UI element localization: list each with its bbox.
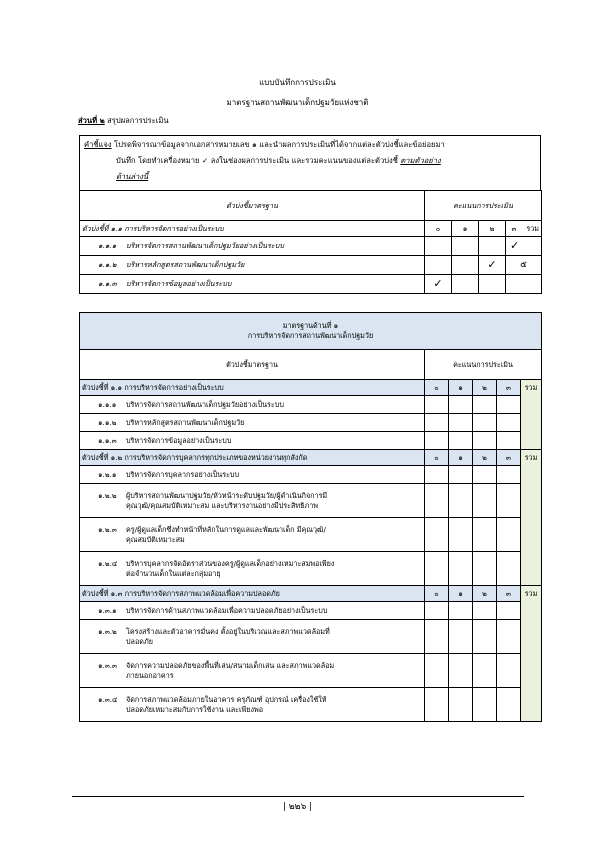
indicator-row: ตัวบ่งชี้ที่ ๑.๓ การบริหารจัดการสภาพแวดล้อมเพื่อความปลอดภัย ๐ ๑ ๒ ๓ รวม bbox=[80, 586, 542, 602]
score-cell[interactable] bbox=[425, 484, 449, 518]
item-number: ๑.๑.๓ bbox=[98, 435, 117, 445]
score-cell[interactable] bbox=[449, 466, 473, 484]
item-text: ปลอดภัย bbox=[126, 636, 153, 646]
item-row bbox=[80, 602, 542, 620]
score-cell[interactable] bbox=[473, 414, 497, 432]
indicator-title: ตัวบ่งชี้ที่ ๑.๒ การบริหารจัดการบุคลากรทุกประเภทของหน่วยงานทุกสังกัด bbox=[80, 450, 425, 466]
score-cell[interactable] bbox=[497, 688, 521, 722]
indicator-title: ตัวบ่งชี้ที่ ๑.๑ การบริหารจัดการอย่างเป็นระบบ bbox=[80, 380, 425, 396]
item-number: ๑.๓.๑ bbox=[98, 605, 117, 615]
score-cell[interactable] bbox=[425, 414, 449, 432]
score-cell[interactable] bbox=[425, 466, 449, 484]
item-text: โครงสร้างและตัวอาคารมั่นคง ตั้งอยู่ในบริเวณและสภาพแวดล้อมที่ bbox=[126, 626, 330, 636]
example-link: ตามตัวอย่าง bbox=[400, 156, 441, 165]
part-title: สรุปผลการประเมิน bbox=[107, 116, 169, 125]
item-row bbox=[80, 466, 542, 484]
footer-rule bbox=[72, 796, 524, 797]
item-text: จัดการสภาพแวดล้อมภายในอาคาร ครุภัณฑ์ อุปกรณ์ เครื่องใช้ให้ bbox=[126, 694, 327, 704]
example-header-row bbox=[80, 191, 542, 221]
example-item-row: ๑.๑.๑ บริหารจัดการสถานพัฒนาเด็กปฐมวัยอย่างเป็นระบบ ✓ bbox=[80, 237, 542, 256]
score-cell[interactable] bbox=[497, 432, 521, 450]
instruction-line-3: ด้านล่างนี้ bbox=[116, 172, 149, 181]
standard-header-row bbox=[80, 350, 542, 380]
score-cell[interactable] bbox=[449, 396, 473, 414]
instruction-line-2: บันทึก โดยทำเครื่องหมาย ✓ ลงในช่องผลการประเมิน และรวมคะแนนของแต่ละตัวบ่งชี้ ตามตัวอย่าง bbox=[116, 156, 441, 165]
item-text: บริหารบุคลากรจัดอัตราส่วนของครู/ผู้ดูแลเด็กอย่างเหมาะสมพอเพียง bbox=[126, 558, 335, 568]
total-cell: รวม bbox=[521, 380, 542, 450]
score-cell[interactable] bbox=[497, 620, 521, 654]
score-cell[interactable] bbox=[497, 414, 521, 432]
score-cell[interactable] bbox=[473, 484, 497, 518]
col-score: คะแนนการประเมิน bbox=[425, 350, 542, 380]
score-cell[interactable] bbox=[497, 396, 521, 414]
total-cell: รวม bbox=[521, 586, 542, 722]
item-row bbox=[80, 484, 542, 518]
item-number: ๑.๑.๑ bbox=[98, 399, 117, 409]
score-cell[interactable] bbox=[473, 688, 497, 722]
item-text: ปลอดภัยเหมาะสมกับการใช้งาน และเพียงพอ bbox=[126, 704, 264, 714]
score-cell[interactable] bbox=[473, 396, 497, 414]
score-cell[interactable] bbox=[449, 552, 473, 586]
item-row bbox=[80, 620, 542, 654]
item-text: ต่อจำนวนเด็กในแต่ละกลุ่มอายุ bbox=[126, 568, 221, 578]
item-text: บริหารจัดการข้อมูลอย่างเป็นระบบ bbox=[126, 435, 232, 445]
score-cell[interactable] bbox=[425, 620, 449, 654]
example-item-row: ๑.๑.๓ บริหารจัดการข้อมูลอย่างเป็นระบบ ✓ bbox=[80, 275, 542, 294]
instruction-line-1: คำชี้แจง โปรดพิจารณาข้อมูลจากเอกสารหมายเลข ๑ และนำผลการประเมินที่ได้จากแต่ละตัวบ่งชี้และข้อย่อยมา bbox=[84, 140, 445, 149]
standard-title-row bbox=[80, 313, 542, 350]
check-mark: ✓ bbox=[425, 275, 452, 294]
score-cell[interactable] bbox=[449, 484, 473, 518]
form-title: แบบบันทึกการประเมิน bbox=[259, 78, 336, 87]
col-indicator: ตัวบ่งชี้มาตรฐาน bbox=[80, 350, 425, 380]
instruction-box bbox=[79, 135, 541, 191]
total-cell: รวม bbox=[521, 450, 542, 586]
score-cell[interactable] bbox=[425, 396, 449, 414]
score-cell[interactable] bbox=[497, 654, 521, 688]
example-col-indicator: ตัวบ่งชี้มาตรฐาน bbox=[80, 191, 425, 221]
item-text: บริหารจัดการด้านสภาพแวดล้อมเพื่อความปลอดภัยอย่างเป็นระบบ bbox=[126, 605, 328, 615]
part-heading bbox=[78, 116, 169, 126]
score-cell[interactable] bbox=[449, 432, 473, 450]
example-total: ๕ bbox=[506, 256, 542, 275]
item-text: จัดการความปลอดภัยของพื้นที่เล่น/สนามเด็กเล่น และสภาพแวดล้อม bbox=[126, 660, 335, 670]
score-cell[interactable] bbox=[473, 466, 497, 484]
indicator-row: ตัวบ่งชี้ที่ ๑.๑ การบริหารจัดการอย่างเป็นระบบ ๐ ๑ ๒ ๓ รวม bbox=[80, 380, 542, 396]
score-cell[interactable] bbox=[497, 518, 521, 552]
score-cell[interactable] bbox=[425, 518, 449, 552]
score-cell[interactable] bbox=[473, 518, 497, 552]
check-mark: ✓ bbox=[506, 237, 542, 256]
item-number: ๑.๒.๒ bbox=[98, 490, 117, 500]
item-text: บริหารจัดการบุคลากรอย่างเป็นระบบ bbox=[126, 469, 240, 479]
example-indicator: ตัวบ่งชี้ที่ ๑.๑ การบริหารจัดการอย่างเป็นระบบ bbox=[80, 221, 425, 237]
score-cell[interactable] bbox=[497, 552, 521, 586]
score-cell[interactable] bbox=[497, 466, 521, 484]
item-text: คุณสมบัติเหมาะสม bbox=[126, 534, 185, 544]
item-text: คุณวุฒิ/คุณสมบัติเหมาะสม และบริหารงานอย่างมีประสิทธิภาพ bbox=[126, 500, 319, 510]
score-cell[interactable] bbox=[449, 414, 473, 432]
item-text: ภายนอกอาคาร bbox=[126, 670, 174, 680]
item-row bbox=[80, 688, 542, 722]
score-cell[interactable] bbox=[473, 432, 497, 450]
item-number: ๑.๓.๔ bbox=[98, 694, 118, 704]
item-number: ๑.๒.๔ bbox=[98, 558, 118, 568]
item-text: ครู/ผู้ดูแลเด็กซึ่งทำหน้าที่หลักในการดูแลและพัฒนาเด็ก มีคุณวุฒิ/ bbox=[126, 524, 326, 534]
item-row bbox=[80, 432, 542, 450]
item-text: บริหารจัดการสถานพัฒนาเด็กปฐมวัยอย่างเป็นระบบ bbox=[126, 399, 284, 409]
standard-subtitle: การบริหารจัดการสถานพัฒนาเด็กปฐมวัย bbox=[247, 331, 374, 340]
item-number: ๑.๒.๑ bbox=[98, 469, 117, 479]
score-cell[interactable] bbox=[497, 602, 521, 620]
item-number: ๑.๓.๓ bbox=[98, 660, 117, 670]
score-cell[interactable] bbox=[449, 688, 473, 722]
score-cell[interactable] bbox=[425, 602, 449, 620]
example-table bbox=[79, 190, 542, 294]
example-col-score: คะแนนการประเมิน bbox=[425, 191, 542, 221]
item-row bbox=[80, 552, 542, 586]
item-row bbox=[80, 396, 542, 414]
standard-table bbox=[79, 312, 542, 722]
indicator-row: ตัวบ่งชี้ที่ ๑.๒ การบริหารจัดการบุคลากรทุกประเภทของหน่วยงานทุกสังกัด ๐ ๑ ๒ ๓ รวม bbox=[80, 450, 542, 466]
item-text: ผู้บริหารสถานพัฒนาปฐมวัย/หัวหน้าระดับปฐมวัย/ผู้ดำเนินกิจการมี bbox=[126, 490, 328, 500]
form-subtitle: มาตรฐานสถานพัฒนาเด็กปฐมวัยแห่งชาติ bbox=[226, 98, 369, 107]
score-cell[interactable] bbox=[497, 484, 521, 518]
check-mark: ✓ bbox=[479, 256, 506, 275]
instruction-label: คำชี้แจง bbox=[84, 140, 112, 149]
item-text: บริหารหลักสูตรสถานพัฒนาเด็กปฐมวัย bbox=[126, 417, 245, 427]
example-indicator-row: ตัวบ่งชี้ที่ ๑.๑ การบริหารจัดการอย่างเป็นระบบ ๐ ๑ ๒ ๓ รวม bbox=[80, 221, 542, 237]
example-item-row: ๑.๑.๒ บริหารหลักสูตรสถานพัฒนาเด็กปฐมวัย ✓ ๕ bbox=[80, 256, 542, 275]
page-number: | ๒๒๖ | bbox=[282, 802, 313, 812]
item-number: ๑.๑.๒ bbox=[98, 417, 117, 427]
score-cell[interactable] bbox=[473, 552, 497, 586]
score-cell[interactable] bbox=[425, 654, 449, 688]
item-number: ๑.๒.๓ bbox=[98, 524, 117, 534]
item-number: ๑.๓.๒ bbox=[98, 626, 117, 636]
score-cell[interactable] bbox=[449, 620, 473, 654]
score-cell[interactable] bbox=[425, 432, 449, 450]
item-row bbox=[80, 518, 542, 552]
indicator-title: ตัวบ่งชี้ที่ ๑.๓ การบริหารจัดการสภาพแวดล้อมเพื่อความปลอดภัย bbox=[80, 586, 425, 602]
score-cell[interactable] bbox=[473, 620, 497, 654]
score-cell[interactable] bbox=[473, 654, 497, 688]
item-row bbox=[80, 414, 542, 432]
part-label: ส่วนที่ ๒ bbox=[78, 116, 105, 125]
score-cell[interactable] bbox=[449, 518, 473, 552]
score-cell[interactable] bbox=[425, 688, 449, 722]
score-cell[interactable] bbox=[449, 654, 473, 688]
standard-title: มาตรฐานด้านที่ ๑ bbox=[282, 321, 339, 330]
score-cell[interactable] bbox=[425, 552, 449, 586]
score-cell[interactable] bbox=[449, 602, 473, 620]
item-row bbox=[80, 654, 542, 688]
score-cell[interactable] bbox=[473, 602, 497, 620]
